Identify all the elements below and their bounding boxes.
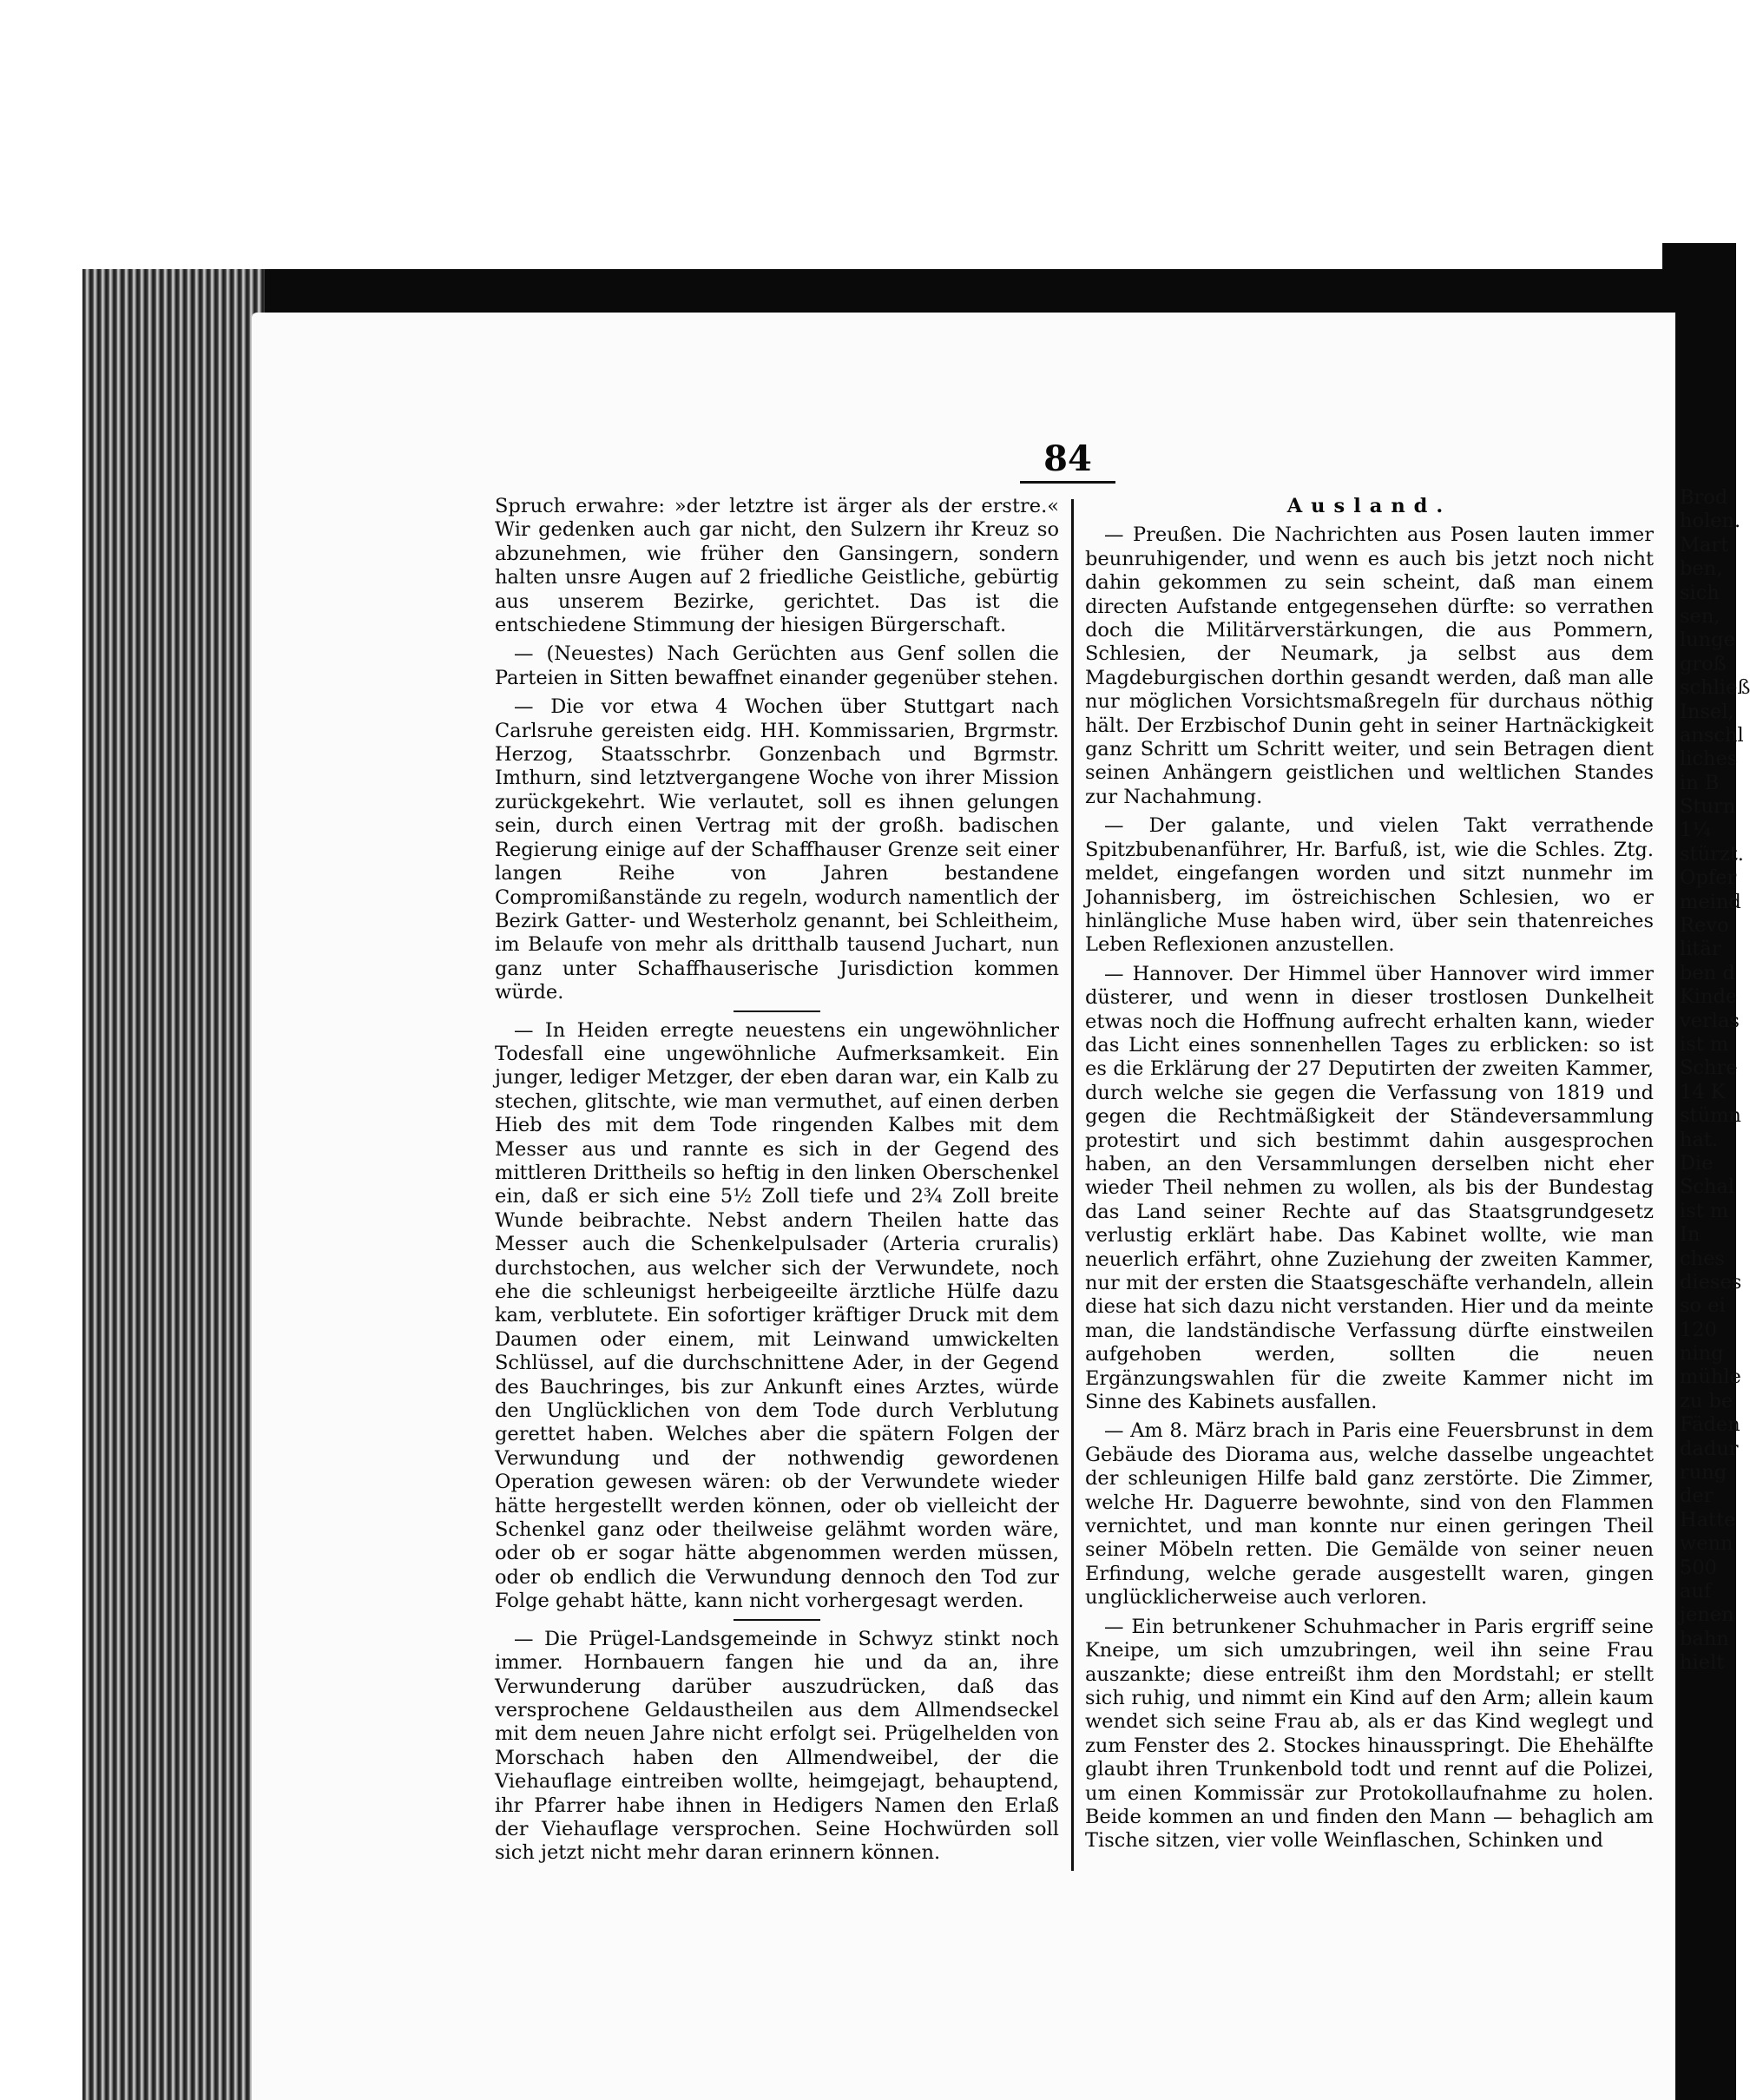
article-paragraph: Spruch erwahre: »der letztre ist ärger als der erstre.« Wir gedenken auch gar nicht, den Sulzern ihr Kreuz so abzunehmen, wie früher den Gansingern, sondern halten unsre Augen auf 2 friedliche Geistliche, gebürtig aus unserem Bezirke, gerichtet. Das ist die entschiedene Stimmung der hiesigen Bürgerschaft. — [495, 495, 1059, 637]
edge-fragment: Schal — [1680, 1175, 1735, 1199]
edge-fragment: rung — [1680, 1461, 1727, 1484]
article-paragraph: — Preußen. Die Nachrichten aus Posen lauten immer beunruhigender, und wenn es auch bis jetzt noch nicht dahin gekommen zu sein scheint, daß man einem directen Aufstande entgegensehen dürfte: so verrathen doch die Militärverstärkungen, die aus Pommern, Schlesien, der Neumark, ja selbst aus dem Magdeburgischen dorthin gesandt werden, daß man alle nur möglichen Vorsichtsmaßregeln für durchaus nöthig hält. Der Erzbischof Dunin geht in seiner Hartnäckigkeit ganz Schritt um Schritt weiter, und sein Betragen dient seinen Anhängern geistlichen und weltlichen Standes zur Nachahmung. — [1085, 523, 1654, 808]
edge-fragment: 500 — [1680, 1556, 1717, 1579]
edge-fragment: wenn — [1680, 1532, 1734, 1556]
edge-fragment: zu be — [1680, 1389, 1734, 1412]
edge-fragment: Opfer — [1680, 866, 1737, 890]
right-column — [1085, 495, 1654, 1859]
edge-fragment: der — [1680, 1484, 1714, 1508]
edge-fragment: Die — [1680, 1151, 1714, 1175]
edge-fragment: ben d — [1680, 961, 1735, 984]
edge-fragment: Hatte — [1680, 1508, 1736, 1531]
edge-fragment: Mart — [1680, 533, 1729, 556]
edge-fragment: Sturn — [1680, 795, 1736, 819]
edge-fragment: stümn — [1680, 1104, 1741, 1128]
edge-fragment: 120 — [1680, 1318, 1717, 1341]
article-separator — [734, 1619, 820, 1621]
edge-fragment: ist m — [1680, 1199, 1729, 1222]
edge-fragment: sich — [1680, 581, 1720, 604]
edge-fragment: in B — [1680, 771, 1720, 794]
edge-fragment: Brod — [1680, 486, 1728, 509]
edge-fragment: groß — [1680, 652, 1727, 675]
edge-fragment: holen. — [1680, 510, 1741, 533]
edge-fragment: 14 K — [1680, 1080, 1726, 1103]
article-paragraph: — Die Prügel-Landsgemeinde in Schwyz stinkt noch immer. Hornbauern fangen hie und da an, ihre Verwunderung darüber auszudrücken, daß das versprochene Geldaustheilen aus dem Allmendseckel mit dem neuen Jahre nicht erfolgt sei. Prügelhelden von Morschach haben den Allmendweibel, der die Viehauflage eintreiben wollte, heimgejagt, behauptend, ihr Pfarrer habe ihnen in Hedigers Namen den Erlaß der Viehauflage versprochen. Seine Hochwürden soll sich jetzt nicht mehr daran erinnern können. — [495, 1627, 1059, 1865]
edge-fragment: liches — [1680, 747, 1738, 771]
article-separator — [734, 1011, 820, 1012]
edge-fragment: Revo — [1680, 914, 1729, 938]
edge-fragment: 1¼ — [1680, 819, 1712, 842]
article-paragraph: — Ein betrunkener Schuhmacher in Paris ergriff seine Kneipe, um sich umzubringen, weil ihn seine Frau auszankte; diese entreißt ihm den Mordstahl; er stellt sich ruhig, und nimmt ein Kind auf den Arm; allein kaum wendet sich seine Frau ab, als er das Kind weglegt und zum Fenster des 2. Stockes hinausspringt. Die Ehehälfte glaubt ihren Trunkenbold todt und rennt auf die Polizei, um einen Kommissär zur Protokollaufnahme zu holen. Beide kommen an und finden den Mann — behaglich am Tische sitzen, vier volle Weinflaschen, Schinken und — [1085, 1615, 1654, 1853]
edge-fragment: schließ — [1680, 676, 1750, 700]
article-paragraph: — (Neuestes) Nach Gerüchten aus Genf sollen die Parteien in Sitten bewaffnet einander gegenüber stehen. — [495, 642, 1059, 689]
edge-fragment: Fäden — [1680, 1413, 1740, 1437]
edge-fragment: hielt — [1680, 1651, 1725, 1675]
article-paragraph: — Hannover. Der Himmel über Hannover wird immer düsterer, und wenn in dieser trostlosen Dunkelheit etwas noch die Hoffnung aufrecht erhalten kann, wieder das Licht eines sonnenhellen Tages zu erblicken: so ist es die Erklärung der 27 Deputirten der zweiten Kammer, durch welche sie gegen die Verfassung von 1819 und gegen die Rechtmäßigkeit der Ständeversammlung protestirt und sich bestimmt dahin ausgesprochen haben, an den Versammlungen derselben nicht eher wieder Theil nehmen zu wollen, als bis der Bundestag das Land seiner Rechte auf das Staatsgrundgesetz verlustig erklärt habe. Das Kabinet wollte, wie man neuerlich erfährt, ohne Zuziehung der zweiten Kammer, nur mit der ersten die Staatsgeschäfte verhandeln, allein diese hat sich dazu nicht verstanden. Hier und da meinte man, die landständische Verfassung dürfte einstweilen aufgehoben werden, sollten die neuen Ergänzungswahlen für die zweite Kammer nicht im Sinne des Kabinets ausfallen. — [1085, 962, 1654, 1414]
edge-fragment: dieses — [1680, 1270, 1742, 1294]
edge-fragment: hat. — [1680, 1128, 1719, 1151]
edge-fragment: ches — [1680, 1247, 1725, 1270]
article-paragraph: — Die vor etwa 4 Wochen über Stuttgart nach Carlsruhe gereisten eidg. HH. Kommissarien, Brgrmstr. Herzog, Staatsschrbr. Gonzenbach und Bgrmstr. Imthurn, sind letztvergangene Woche von ihrer Mission zurückgekehrt. Wie verlautet, soll es ihnen gelungen sein, durch einen Vertrag mit der großh. badischen Regierung einige auf der Schaffhauser Grenze seit einer langen Reihe von Jahren bestandene Compromißanstände zu regeln, wodurch namentlich der Bezirk Gatter- und Westerholz genannt, bei Schleitheim, im Belaufe von mehr als dritthalb tausend Juchart, nun ganz unter Schaffhauserische Jurisdiction kommen würde. — [495, 695, 1059, 1004]
column-divider — [1071, 499, 1074, 1871]
article-paragraph: — In Heiden erregte neuestens ein ungewöhnlicher Todesfall eine ungewöhnliche Aufmerksamkeit. Ein junger, lediger Metzger, der eben daran war, ein Kalb zu stechen, glitschte, wie man vermuthet, auf einen derben Hieb des mit dem Tode ringenden Kalbes mit dem Messer aus und rannte es sich in der Gegend des mittleren Drittheils so heftig in den linken Oberschenkel ein, daß er sich eine 5½ Zoll tiefe und 2¾ Zoll breite Wunde beibrachte. Nebst andern Theilen hatte das Messer auch die Schenkelpulsader (Arteria cruralis) durchstochen, aus welcher sich der Verwundete, noch ehe die schleunigst herbeigeeilte ärztliche Hülfe dazu kam, verblutete. Ein sofortiger kräftiger Druck mit dem Daumen oder einem, mit Leinwand umwickelten Schlüssel, auf die durchschnittene Ader, in der Gegend des Bauchringes, bis zur Ankunft eines Arztes, würde den Unglücklichen von dem Tode durch Verblutung gerettet haben. Welches aber die spätern Folgen der Verwundung und der nothwendig gewordenen Operation gewesen wären: ob der Verwundete wieder hätte hergestellt werden können, oder ob vielleicht der Schenkel ganz oder theilweise gelähmt worden wäre, oder ob er sogar hätte abgenommen werden müssen, oder ob endlich die Verwundung dennoch den Tod zur Folge gehabt hätte, kann nicht vorhergesagt werden. — [495, 1018, 1059, 1613]
article-paragraph: — Der galante, und vielen Takt verrathende Spitzbubenanführer, Hr. Barfuß, ist, wie die Schles. Ztg. meldet, eingefangen worden und sitzt nunmehr im Johannisberg, im östreichischen Schlesien, wo er hinlängliche Muse haben wird, über sein thatenreiches Leben Reflexionen anzustellen. — [1085, 814, 1654, 957]
edge-fragment: Schre — [1680, 1057, 1738, 1080]
edge-fragment: ben, — [1680, 557, 1723, 581]
edge-fragment: In — [1680, 1223, 1701, 1247]
edge-fragment: mühle — [1680, 1366, 1741, 1389]
edge-fragment: sen, — [1680, 604, 1720, 628]
edge-fragment: Kinde — [1680, 985, 1738, 1009]
edge-fragment: stürzt. — [1680, 842, 1744, 866]
book-page-edges — [82, 269, 265, 2100]
edge-fragment: so ei — [1680, 1294, 1726, 1318]
edge-fragment: ning — [1680, 1342, 1724, 1366]
section-heading: Ausland. — [1286, 495, 1452, 517]
adjacent-page-fragments — [1680, 486, 1750, 1675]
edge-fragment: meind — [1680, 890, 1741, 913]
edge-fragment: Insel, — [1680, 700, 1734, 723]
edge-fragment: dadur — [1680, 1437, 1739, 1460]
edge-fragment: litär — [1680, 938, 1721, 961]
edge-fragment: bahn — [1680, 1627, 1729, 1650]
edge-fragment: jenen — [1680, 1603, 1734, 1627]
edge-fragment: lunge — [1680, 629, 1735, 652]
page-number: 84 — [1020, 438, 1115, 484]
edge-fragment: ist m — [1680, 1032, 1729, 1056]
left-column — [495, 495, 1059, 1871]
article-paragraph: — Am 8. März brach in Paris eine Feuersbrunst in dem Gebäude des Diorama aus, welche dasselbe ungeachtet der schleunigen Hilfe bald ganz zerstörte. Die Zimmer, welche Hr. Daguerre bewohnte, sind von den Flammen vernichtet, und man konnte nur einen geringen Theil seiner Möbeln retten. Die Gemälde von seiner neuen Erfindung, welche gerade ausgestellt waren, gingen unglücklicherweise auch verloren. — [1085, 1419, 1654, 1610]
edge-fragment: verlas — [1680, 1009, 1740, 1032]
edge-fragment: anschl — [1680, 723, 1744, 747]
edge-fragment: auf — [1680, 1579, 1712, 1603]
